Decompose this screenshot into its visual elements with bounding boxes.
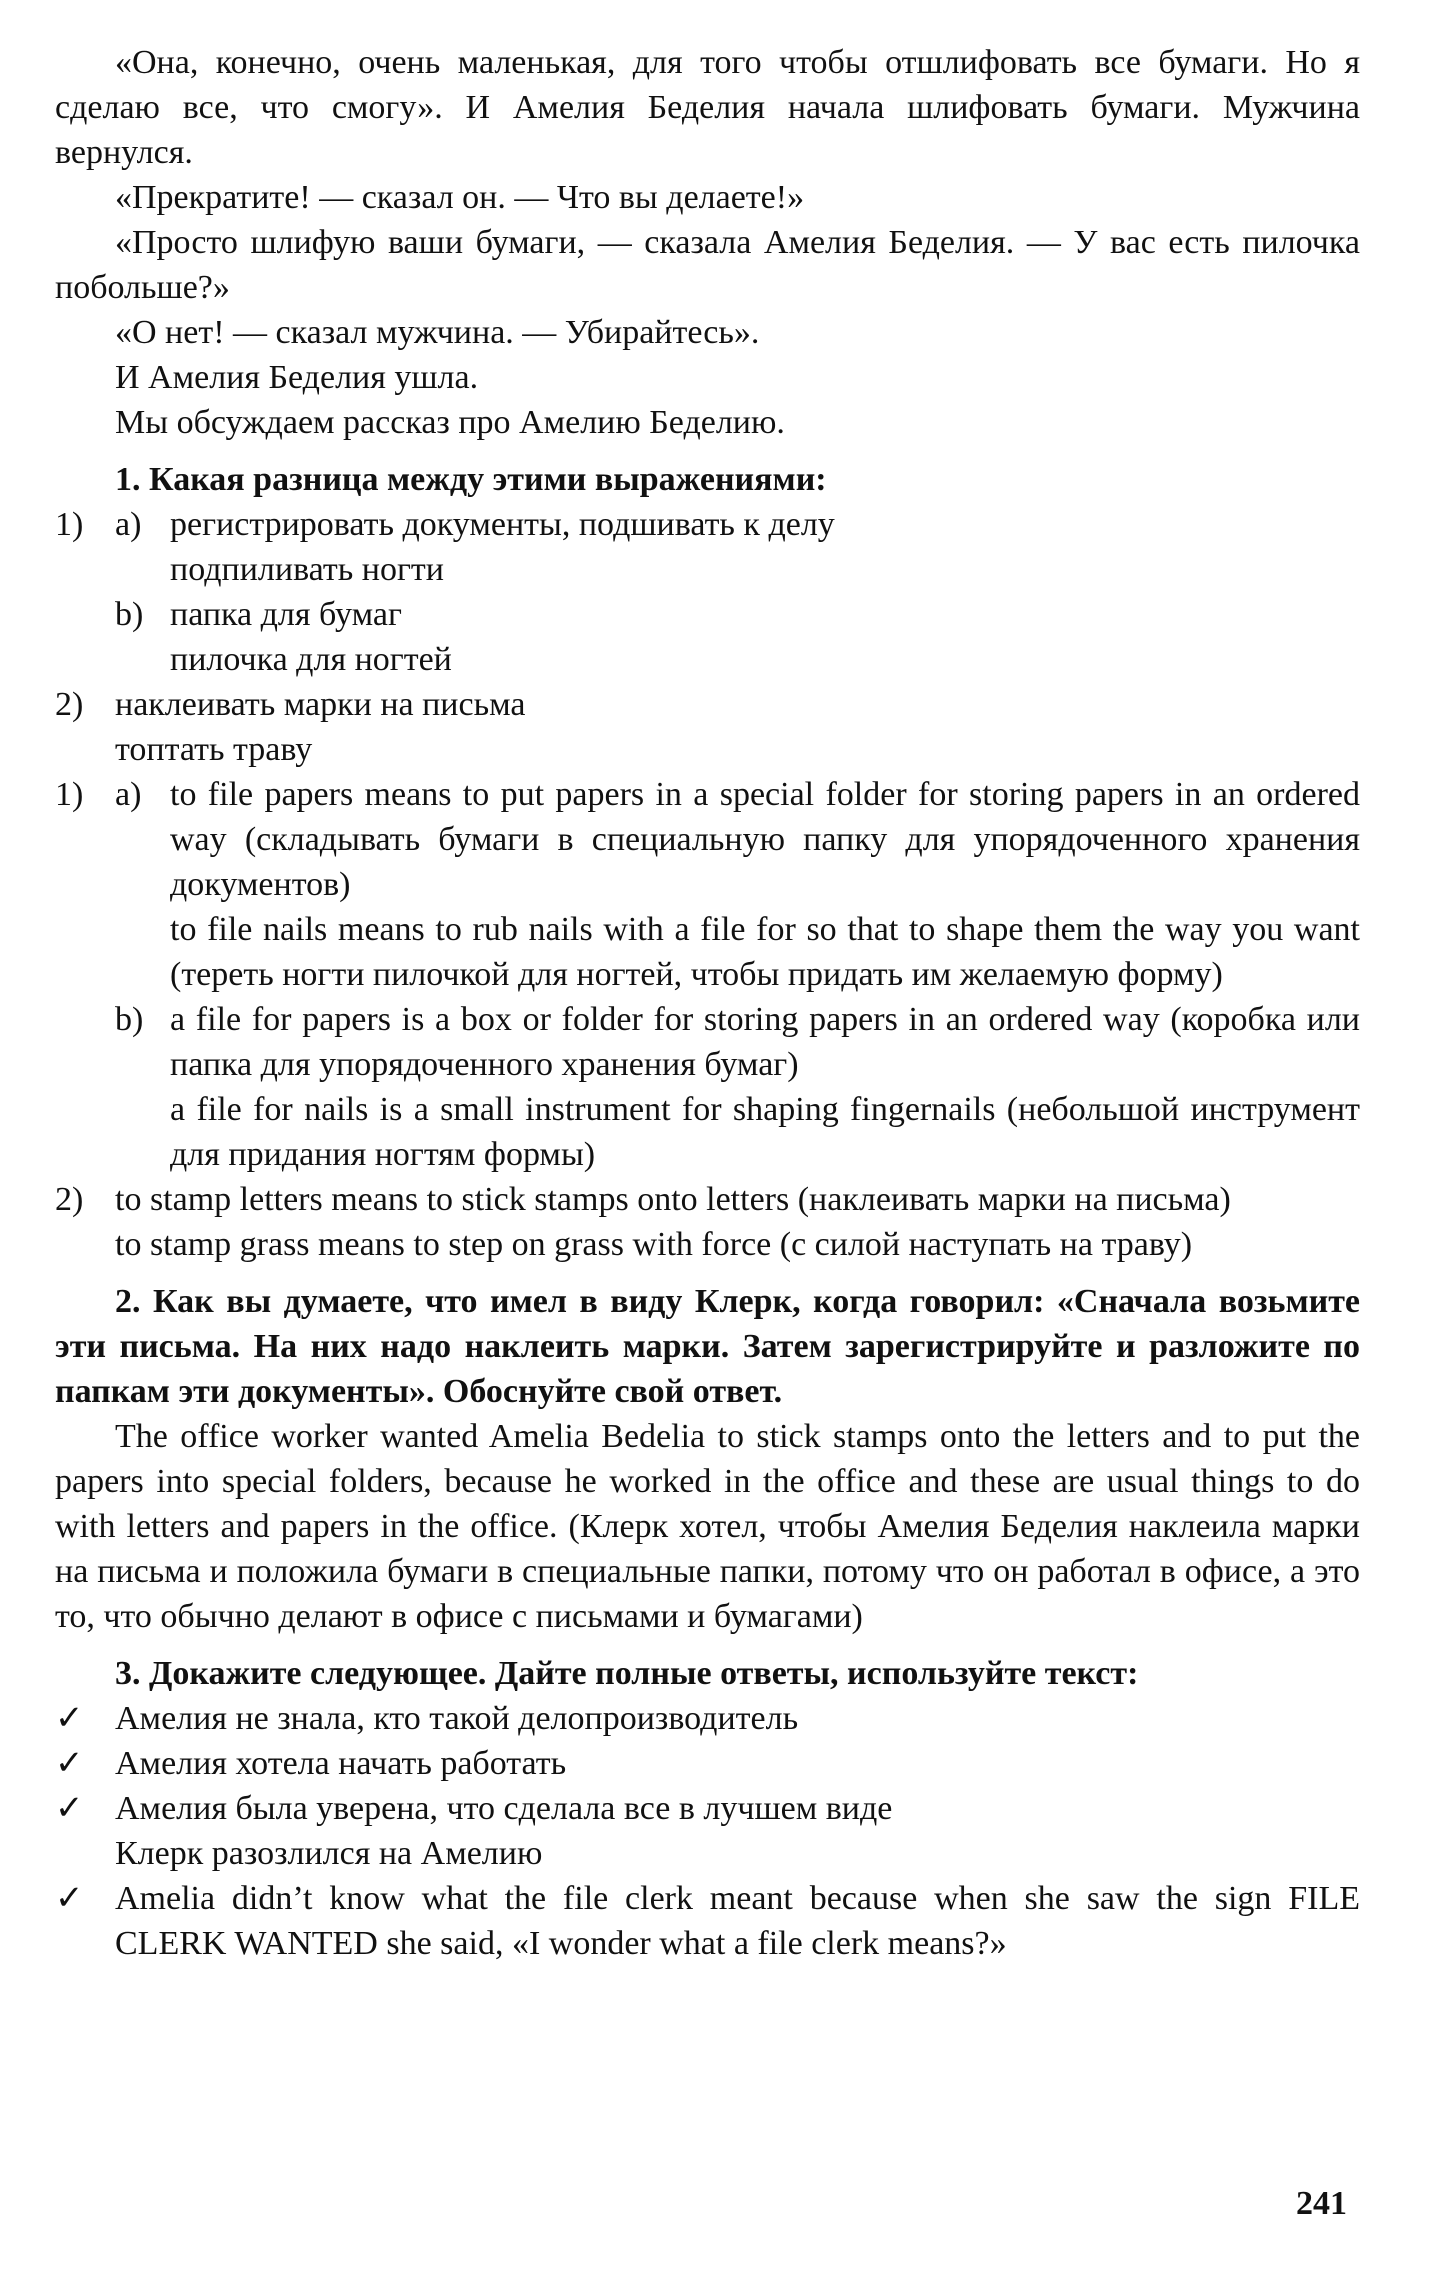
- intro-paragraph-4: «О нет! — сказал мужчина. — Убирайтесь».: [115, 314, 760, 351]
- intro-paragraph-5: И Амелия Беделия ушла.: [115, 359, 479, 396]
- list-number: 1): [55, 776, 84, 813]
- q3-item-2: [55, 1741, 1360, 1786]
- q3-item-1: [55, 1696, 1360, 1741]
- list-number: 2): [55, 1181, 84, 1218]
- q1-en-item-1b: [55, 997, 1360, 1087]
- q1-en-item-1b-cont: [55, 1087, 1360, 1177]
- q1-ru-item-1b: [55, 592, 1360, 637]
- intro-paragraph-3: «Просто шлифую ваши бумаги, — сказала Амелия Беделия. — У вас есть пилочка побольше?»: [55, 224, 1360, 306]
- list-text: a file for papers is a box or folder for storing papers in an ordered way (коробка или папка для упорядоченного хранения бумаг): [170, 1001, 1360, 1083]
- q3-item-3: [55, 1786, 1360, 1831]
- list-text: Amelia didn’t know what the file clerk meant because when she saw the sign FILE CLERK WANTED she said, «I wonder what a file clerk means?»: [115, 1880, 1360, 1962]
- page-body: [55, 40, 1360, 1966]
- checkmark-icon: ✓: [55, 1880, 84, 1917]
- list-letter: a): [115, 776, 142, 813]
- q1-en-item-1a-cont: [55, 907, 1360, 997]
- list-number: 1): [55, 506, 84, 543]
- list-text: папка для бумаг: [170, 596, 402, 633]
- checkmark-icon: ✓: [55, 1745, 84, 1782]
- q1-ru-item-2: [55, 682, 1360, 727]
- list-text: to file papers means to put papers in a special folder for storing papers in an ordered way (складывать бумаги в специальную папку для упорядоченного хранения документов): [170, 776, 1360, 903]
- q1-en-item-2-cont: to stamp grass means to step on grass with force (с силой наступать на траву): [115, 1226, 1193, 1263]
- q3-item-4: Клерк разозлился на Амелию: [115, 1835, 543, 1872]
- q1-en-item-2: [55, 1177, 1360, 1222]
- list-text: to stamp letters means to stick stamps onto letters (наклеивать марки на письма): [115, 1181, 1231, 1218]
- list-text: to file nails means to rub nails with a file for so that to shape them the way you want (тереть ногти пилочкой для ногтей, чтобы придать им желаемую форму): [170, 911, 1360, 993]
- q1-ru-item-1b-line2: пилочка для ногтей: [170, 641, 452, 678]
- q1-ru-item-1a-line2: подпиливать ногти: [170, 551, 444, 588]
- list-text: наклеивать марки на письма: [115, 686, 526, 723]
- intro-paragraph-1: «Она, конечно, очень маленькая, для того чтобы отшлифовать все бумаги. Но я сделаю все, что смогу». И Амелия Беделия начала шлифовать бумаги. Мужчина вернулся.: [55, 44, 1360, 171]
- q1-ru-item-2-line2: топтать траву: [115, 731, 313, 768]
- question-3-heading: 3. Докажите следующее. Дайте полные ответы, используйте текст:: [115, 1655, 1139, 1692]
- list-text: регистрировать документы, подшивать к делу: [170, 506, 835, 543]
- list-text: a file for nails is a small instrument for shaping fingernails (небольшой инструмент для придания ногтям формы): [170, 1091, 1360, 1173]
- list-text: Амелия хотела начать работать: [115, 1745, 567, 1782]
- checkmark-icon: ✓: [55, 1790, 84, 1827]
- list-text: Амелия не знала, кто такой делопроизводитель: [115, 1700, 799, 1737]
- list-number: 2): [55, 686, 84, 723]
- q1-en-item-1a: [55, 772, 1360, 907]
- page-number: 241: [1296, 2185, 1347, 2222]
- question-2-heading: 2. Как вы думаете, что имел в виду Клерк, когда говорил: «Сначала возьмите эти письма. На них надо наклеить марки. Затем зарегистрируйте и разложите по папкам эти документы». Обоснуйте свой ответ.: [55, 1283, 1360, 1410]
- q3-answer: [55, 1876, 1360, 1966]
- question-1-heading: 1. Какая разница между этими выражениями:: [115, 461, 827, 498]
- list-letter: b): [115, 596, 144, 633]
- intro-paragraph-2: «Прекратите! — сказал он. — Что вы делаете!»: [115, 179, 805, 216]
- question-2-answer: The office worker wanted Amelia Bedelia to stick stamps onto the letters and to put the papers into special folders, because he worked in the office and these are usual things to do with letters and papers in the office. (Клерк хотел, чтобы Амелия Беделия наклеила марки на письма и положила бумаги в специальные папки, потому что он работал в офисе, а это то, что обычно делают в офисе с письмами и бумагами): [55, 1418, 1360, 1635]
- checkmark-icon: ✓: [55, 1700, 84, 1737]
- list-text: Амелия была уверена, что сделала все в лучшем виде: [115, 1790, 893, 1827]
- list-letter: a): [115, 506, 142, 543]
- q1-ru-item-1a: [55, 502, 1360, 547]
- list-letter: b): [115, 1001, 144, 1038]
- intro-paragraph-6: Мы обсуждаем рассказ про Амелию Беделию.: [115, 404, 785, 441]
